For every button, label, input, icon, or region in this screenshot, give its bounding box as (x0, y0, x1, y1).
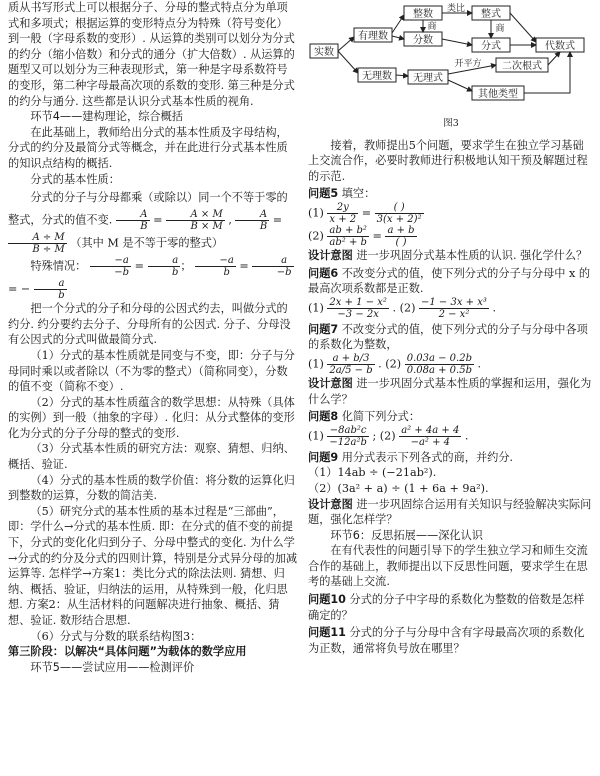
problem-9-1: （1）14ab ÷ (−21ab²). (308, 466, 437, 480)
label-leibi: 类比 (446, 4, 466, 14)
node-zhengshi: 整式 (481, 9, 501, 20)
problem-5-1: (1) $\frac{2y}{x + 2}$ = $\frac{( )}{\text{3(x + 2)²}}$ (308, 201, 422, 225)
special-cases: 特殊情况： $\frac{-a}{-b}$ = $\frac{a}{b}$ ； $\frac{-a}{b}$ = $\frac{a}{-b}$ = − $\frac{a}{b}$ (8, 255, 292, 302)
paragraph: 在此基础上，教师给出分式的基本性质及字母结构，分式的约分及最简分式等概念，并在此进行分式基本性质的知识点结构的概括. (8, 125, 288, 170)
property-statement: 分式的分子与分母都乘（或除以）同一个不等于零的整式，分式的值不变. $\frac{A}{B}$ = $\frac{A \times M}{B \times M}$ , $\frac{A}{B}$ = $\frac{A \div M}{B \div M}$ （其中 M 是不等于零的整式） (8, 191, 288, 256)
section-heading-5: 环节5——尝试应用——检测评价 (30, 660, 195, 674)
problem-7-items: (1) $\frac{a + b/3}{2a/5 - b}$ . (2) $\frac{0.03a - 0.2b}{0.08a + 0.5b}$ . (308, 352, 482, 376)
figure-caption: 图3 (443, 118, 459, 129)
problem-8-items: (1) $\frac{\text{−8ab²c}}{\text{−12a²b}}$ ; (2) $\frac{\text{a² + 4a + 4}}{\text{−a² + 4}}$ . (308, 424, 469, 448)
label-shang1: 商 (427, 22, 437, 32)
node-wulishi: 无理式 (413, 73, 443, 84)
paragraph: 在有代表性的问题引导下的学生独立学习和师生交流合作的基础上，教师提出以下反思性问题，要求学生在思考的基础上交流. (308, 544, 588, 589)
section-heading-6: 环节6：反思拓展——深化认识 (330, 528, 483, 542)
paragraph: 分式的基本性质： (30, 172, 120, 186)
fraction: $\frac{A}{B}$ (116, 209, 150, 232)
node-fenshu: 分数 (413, 35, 433, 46)
node-shishu: 实数 (314, 47, 334, 58)
right-column: 实数 有理数 无理数 整数 分数 整式 分式 代数式 无理式 二次根式 其他类型 类比 商 商 开平方 图3 接着，教师提出5个问题，要求学生在独立学习基础上交流合作，必要时教师进行积极地认知干预及解题过程的示范. 问题5 填空： (1) $\frac{2y}{x + 2}$ = $\frac{( )}{\text{3(x + 2)²}}$ (2) $\frac{\text{ab + b²}}{\text{ab² + b}}$ = $\frac{a + b}{( )}$ 设计意图 进一步巩固分式基本性质的认识. 强化学什么？ 问题6 不改变分式的值，使下列分式的分子与分母中 x 的最高次项系数都是正数. (1) $\frac{\text{2x + 1 − x²}}{-3 - 2x}$ . (2) $\frac{\text{−1 − 3x + x³}}{\text{2 − x²}}$ . 问题7 不改变分式的值，使下列分式的分子与分母中各项的系数化为整数， (1) $\frac{a + b/3}{2a/5 - b}$ . (2) $\frac{0.03a - 0.2b}{0.08a + 0.5b}$ . 设计意图 进一步巩固分式基本性质的掌握和运用，强化为什么学？ 问题8 化简下列分式： (1) $\frac{\text{−8ab²c}}{\text{−12a²b}}$ ; (2) $\frac{\text{a² + 4a + 4}}{\text{−a² + 4}}$ . 问题9 用分式表示下列各式的商，并约分. （1）14ab ÷ (−21ab²). （2）(3a² + a) ÷ (1 + 6a + 9a²). 设计意图 进一步巩固综合运用有关知识与经验解决实际问题，强化怎样学？ 环节6：反思拓展——深化认识 在有代表性的问题引导下的学生独立学习和师生交流合作的基础上，教师提出以下反思性问题，要求学生在思考的基础上交流. 问题10 分式的分子中字母的系数化为整数的倍数是怎样确定的？ 问题11 分式的分子与分母中含有字母最高次项的系数化为正数，通常将负号放在哪里？ (308, 0, 594, 656)
node-wulishu: 无理数 (362, 71, 392, 82)
design-intent-label: 设计意图 (308, 248, 353, 262)
fraction: $\frac{A \times M}{B \times M}$ (166, 209, 225, 232)
problem-label: 问题5 (308, 187, 339, 201)
label-kaipingfang: 开平方 (454, 59, 482, 69)
paragraph: （6）分式与分数的联系结构图3： (30, 629, 202, 643)
problem-5-2: (2) $\frac{\text{ab + b²}}{\text{ab² + b}}$ = $\frac{a + b}{( )}$ (308, 224, 415, 248)
paragraph: 把一个分式的分子和分母的公因式约去，叫做分式的约分. 约分要约去分子、分母所有的公因式. 分子、分母没有公因式的分式叫做最简分式. (8, 302, 291, 347)
node-youlishu: 有理数 (358, 31, 388, 42)
node-daishushi: 代数式 (545, 41, 575, 52)
fraction: $\frac{A}{B}$ (235, 209, 269, 232)
paragraph: 接着，教师提出5个问题，要求学生在独立学习基础上交流合作，必要时教师进行积极地认知干预及解题过程的示范. (308, 138, 588, 183)
paragraph: （5）研究分式的基本性质的基本过程是“三部曲”，即：学什么→分式的基本性质. 即：在分式的值不变的前提下，分式的变化化归到分子、分母中整式的变化. 为什么学→分式的约分及分式的四则计算，特别是分式异分母的加减运算等. 怎样学→方案1：类比分式的除法法则. 猜想、归纳、概括、验证，归纳法的运用，从特殊到一般，化归思想. 方案2：从生活材料的问题解决进行抽象、概括、猜想、验证. 数形结合思想. (8, 504, 298, 627)
paragraph: （4）分式的基本性质的数学价值：将分数的运算化归到整数的运算，分数的简洁美. (8, 473, 295, 503)
section-heading-4: 环节4——建构理论，综合概括 (30, 110, 183, 124)
structure-diagram (308, 0, 594, 118)
fraction: $\frac{A \div M}{B \div M}$ (8, 232, 67, 255)
paragraph: （3）分式基本性质的研究方法：观察、猜想、归纳、概括、验证. (8, 442, 295, 472)
paragraph: （2）分式的基本性质蕴含的数学思想：从特殊（具体的实例）到一般（抽象的字母）. 化归：从分式整体的变形化为分式的分子分母的整式的变形. (8, 395, 295, 440)
node-qita: 其他类型 (478, 89, 518, 100)
paragraph: （1）分式的基本性质就是同变与不变，即：分子与分母同时乘以或者除以（不为零的整式）（简称同变），分数的值不变（简称不变）. (8, 348, 295, 394)
stage-heading: 第三阶段：以解决“具体问题”为载体的数学应用 (8, 645, 247, 659)
problem-9-2: （2）(3a² + a) ÷ (1 + 6a + 9a²). (308, 481, 489, 495)
problem-6-items: (1) $\frac{\text{2x + 1 − x²}}{-3 - 2x}$ . (2) $\frac{\text{−1 − 3x + x³}}{\text{2 − x²}}$ . (308, 296, 497, 320)
node-erci: 二次根式 (502, 61, 542, 72)
node-zhengshu: 整数 (413, 9, 433, 20)
left-column (8, 0, 298, 675)
node-fenshi: 分式 (481, 41, 501, 52)
label-shang2: 商 (495, 24, 505, 34)
paragraph: 质从书写形式上可以根据分子、分母的整式特点分为单项式和多项式；根据运算的变形特点分为特殊（符号变化）到一般（字母系数的变形）. 从运算的类别可以划分为分式的约分（缩小倍数）和分式的通分（扩大倍数）. 从运算的题型又可以划分为三种表现形式，第一种是字母系数符号的变形，第二种字母最高次项的系数的变形. 第三种是分式的约分与通分. 这些都是认识分式基本性质的视角. (8, 1, 295, 108)
